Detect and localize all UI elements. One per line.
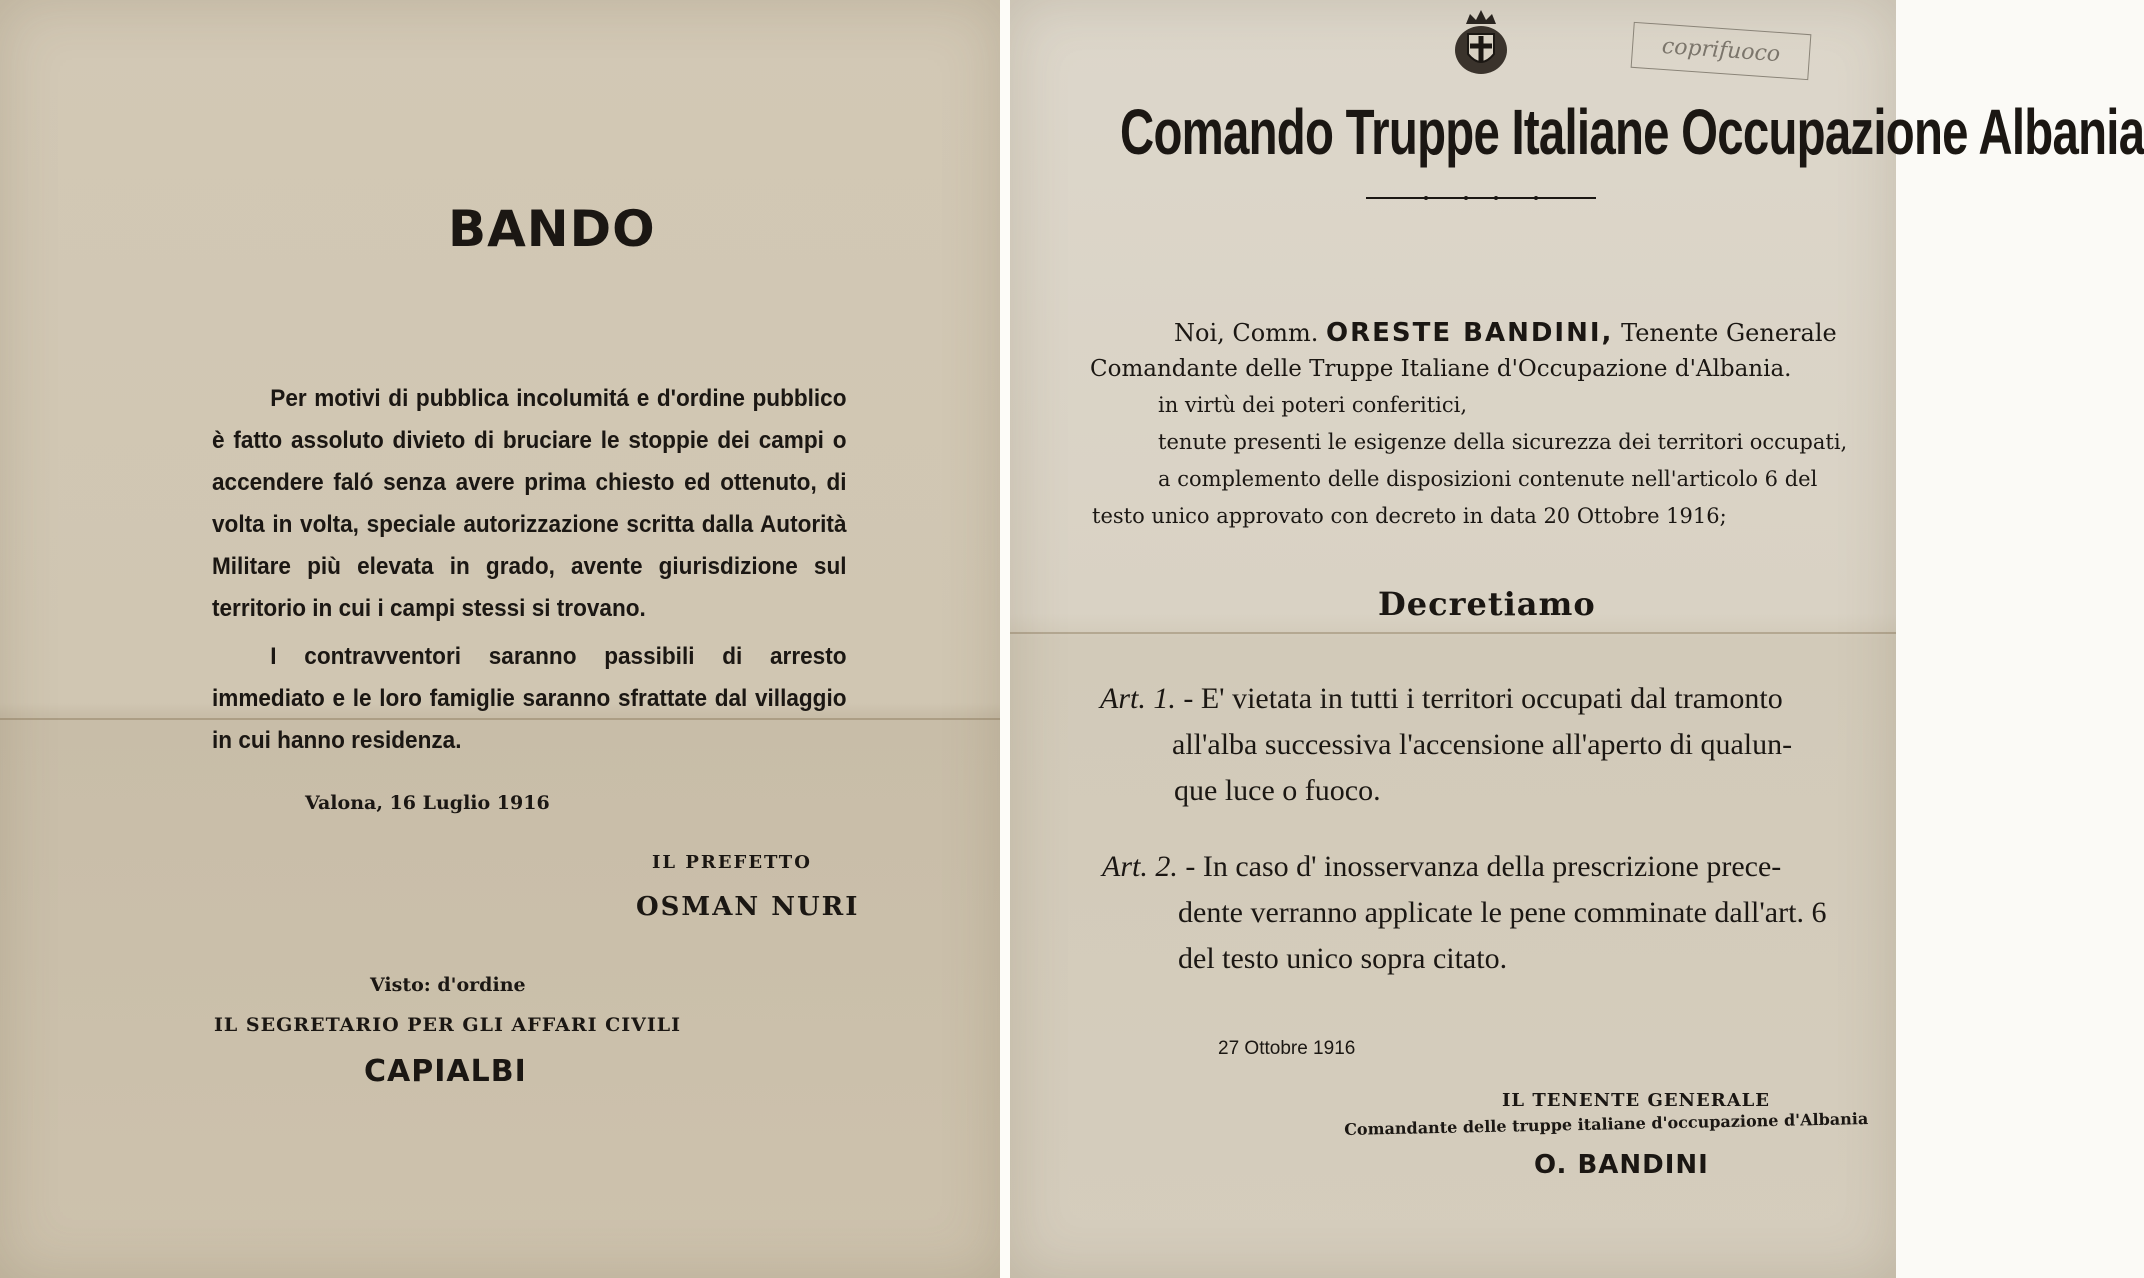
- secretary-name: CAPIALBI: [364, 1054, 527, 1089]
- signer-role: Comandante delle truppe italiane d'occupazione d'Albania: [1344, 1109, 1869, 1139]
- intro-line-4: tenute presenti le esigenze della sicurezza dei territori occupati,: [1158, 430, 1848, 454]
- bando-title: BANDO: [448, 200, 656, 258]
- article-1-label: Art. 1.: [1100, 682, 1176, 715]
- fold-line: [1010, 632, 1896, 634]
- article-2-label: Art. 2.: [1102, 850, 1178, 883]
- prefect-title: IL PREFETTO: [652, 852, 812, 873]
- intro-line-3: in virtù dei poteri conferitici,: [1158, 393, 1468, 417]
- intro-line-1: [1174, 318, 1837, 348]
- bando-place-date: Valona, 16 Luglio 1916: [305, 792, 550, 814]
- article-1-line-2: all'alba successiva l'accensione all'aperto di qualun-: [1172, 728, 1793, 761]
- decorative-rule: [1366, 195, 1596, 201]
- article-2: [1102, 850, 1781, 884]
- article-1: [1100, 682, 1783, 716]
- intro-line-5: a complemento delle disposizioni contenute nell'articolo 6 del: [1158, 467, 1818, 491]
- article-2-line-3: del testo unico sopra citato.: [1178, 942, 1508, 975]
- decree-heading: Decretiamo: [1378, 585, 1596, 623]
- article-1-line-1: - E' vietata in tutti i territori occupati dal tramonto: [1183, 682, 1783, 715]
- commander-name: ORESTE BANDINI,: [1325, 318, 1614, 348]
- decree-sheet: [1010, 0, 1896, 1278]
- intro-prefix: Noi, Comm.: [1174, 319, 1319, 347]
- seen-order: Visto: d'ordine: [370, 974, 526, 996]
- archive-stamp-note: coprifuoco: [1631, 22, 1812, 80]
- bando-paragraph-2: I contravventori saranno passibili di arresto immediato e le loro famiglie saranno sfrattate dal villaggio in cui hanno residenza.: [212, 643, 847, 754]
- bando-paragraph-1: Per motivi di pubblica incolumitá e d'ordine pubblico è fatto assoluto divieto di bruciare le stoppie dei campi o accendere faló senza avere prima chiesto ed ottenuto, di volta in volta, speciale autorizzazione scritta dalla Autorità Militare più elevata in grado, avente giurisdizione sul territorio in cui i campi stessi si trovano.: [212, 385, 847, 622]
- article-2-line-2: dente verranno applicate le pene comminate dall'art. 6: [1178, 896, 1827, 929]
- bando-body: [212, 378, 847, 762]
- article-1-line-3: que luce o fuoco.: [1174, 774, 1381, 807]
- prefect-name: OSMAN NURI: [636, 892, 860, 922]
- sheet-gap: [1000, 0, 1010, 1278]
- decree-header: Comando Truppe Italiane Occupazione Albania: [1120, 96, 2144, 168]
- secretary-title: IL SEGRETARIO PER GLI AFFARI CIVILI: [214, 1014, 682, 1036]
- decree-date: 27 Ottobre 1916: [1218, 1038, 1356, 1059]
- intro-line-2: Comandante delle Truppe Italiane d'Occupazione d'Albania.: [1090, 356, 1792, 382]
- coat-of-arms-icon: [1450, 8, 1512, 76]
- intro-line-6: testo unico approvato con decreto in data 20 Ottobre 1916;: [1092, 504, 1727, 528]
- signer-name: O. BANDINI: [1534, 1150, 1709, 1180]
- signer-title: IL TENENTE GENERALE: [1502, 1090, 1771, 1111]
- intro-rank: Tenente Generale: [1621, 319, 1837, 347]
- article-2-line-1: - In caso d' inosservanza della prescrizione prece-: [1185, 850, 1782, 883]
